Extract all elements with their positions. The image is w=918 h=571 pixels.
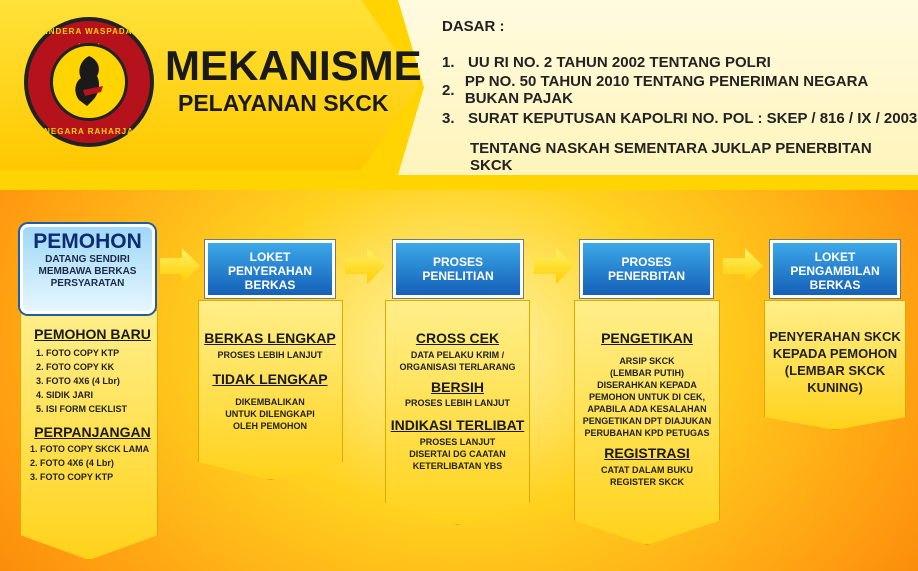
perpanjangan-list — [30, 442, 155, 484]
list-item: 5. ISI FORM CEKLIST — [36, 404, 128, 414]
pemohon-sub: DATANG SENDIRI — [45, 254, 130, 265]
loket-head-line: LOKET — [249, 250, 291, 264]
pengetikan-line: (LEMBAR PUTIH) — [610, 368, 684, 378]
logo-text-top: INDERA WASPADA — [45, 27, 133, 36]
dasar-list — [442, 48, 918, 132]
pengetikan-line: ARSIP SKCK — [619, 356, 675, 366]
indikasi-title: INDIKASI TERLIBAT — [390, 417, 525, 433]
dasar-item-number: 1. — [442, 53, 455, 71]
flow-arrow-icon — [534, 248, 574, 284]
emblem-figure-icon — [53, 46, 125, 118]
tidak-lengkap-line: OLEH PEMOHON — [232, 421, 307, 431]
pengambilan-head-line: LOKET — [814, 250, 856, 264]
pemohon-baru-section — [30, 326, 155, 484]
page-subtitle: PELAYANAN SKCK — [178, 90, 389, 116]
loket-header-box — [205, 240, 335, 298]
dasar-item — [442, 48, 918, 76]
penelitian-head-line: PROSES — [432, 255, 483, 269]
pemohon-sub: MEMBAWA BERKAS — [38, 266, 137, 277]
list-item: 1. FOTO COPY KTP — [36, 348, 120, 358]
penerbitan-head-line: PROSES — [621, 255, 672, 269]
penelitian-head-line: PENELITIAN — [422, 269, 494, 283]
pengambilan-head-line: BERKAS — [809, 278, 861, 292]
dasar-item-text: UU RI NO. 2 TAHUN 2002 TENTANG POLRI — [468, 53, 771, 71]
list-item: 2. FOTO 4X6 (4 Lbr) — [30, 458, 114, 468]
tidak-lengkap-text — [200, 396, 340, 432]
penelitian-content — [385, 330, 530, 472]
registrasi-line: REGISTER SKCK — [609, 477, 684, 487]
flow-arrow-icon — [723, 248, 763, 284]
dasar-item — [442, 73, 918, 107]
cross-cek-line: ORGANISASI TERLARANG — [399, 362, 516, 372]
pengambilan-line: KEPADA PEMOHON — [772, 346, 898, 361]
indikasi-line: KETERLIBATAN YBS — [412, 461, 503, 471]
indikasi-line: PROSES LANJUT — [419, 437, 496, 447]
police-logo — [24, 17, 154, 147]
loket-head-line: PENYERAHAN — [227, 264, 312, 278]
list-item: 3. FOTO COPY KTP — [30, 472, 114, 482]
pemohon-title: PEMOHON — [33, 230, 142, 253]
cross-cek-line: DATA PELAKU KRIM / — [410, 350, 505, 360]
pengetikan-line: PERUBAHAN KPD PETUGAS — [584, 428, 710, 438]
dasar-item-text: SURAT KEPUTUSAN KAPOLRI NO. POL : SKEP / 816 / IX / 2003 — [468, 109, 918, 127]
cross-cek-title: CROSS CEK — [415, 330, 500, 346]
dasar-item-continuation: TENTANG NASKAH SEMENTARA JUKLAP PENERBITAN SKCK — [470, 140, 872, 174]
pengetikan-line: PEMOHON UNTUK DI CEK, — [588, 392, 705, 402]
logo-text-bottom: NEGARA RAHARJA — [44, 127, 134, 136]
dasar-item — [442, 104, 918, 132]
pengambilan-line: (LEMBAR SKCK — [784, 363, 886, 378]
list-item: 1. FOTO COPY SKCK LAMA — [30, 444, 150, 454]
pengetikan-title: PENGETIKAN — [601, 330, 693, 346]
pemohon-sub: PERSYARATAN — [50, 278, 125, 289]
pemohon-baru-list — [30, 346, 155, 416]
pengetikan-line: PENGETIKAN DPT DIAJUKAN — [582, 416, 712, 426]
penerbitan-content — [574, 330, 720, 488]
dasar-label: DASAR : — [442, 18, 505, 35]
list-item: 4. SIDIK JARI — [36, 390, 94, 400]
pengetikan-line: APABILA ADA KESALAHAN — [587, 404, 707, 414]
flow-arrow-icon — [160, 248, 200, 284]
logo-emblem — [50, 43, 128, 121]
pengambilan-header-box — [770, 240, 900, 298]
pengambilan-line: KUNING) — [807, 380, 863, 395]
page-title: MEKANISME — [165, 42, 422, 89]
tidak-lengkap-line: DIKEMBALIKAN — [235, 397, 305, 407]
list-item: 2. FOTO COPY KK — [36, 362, 115, 372]
bersih-title: BERSIH — [431, 379, 484, 395]
penerbitan-header-box — [580, 240, 713, 298]
dasar-item-number: 2. — [442, 81, 455, 99]
berkas-lengkap-title: BERKAS LENGKAP — [204, 330, 336, 346]
loket-content — [200, 330, 340, 432]
pengambilan-head-line: PENGAMBILAN — [790, 264, 880, 278]
pemohon-header-box — [20, 224, 155, 314]
perpanjangan-title: PERPANJANGAN — [34, 424, 151, 440]
registrasi-title: REGISTRASI — [604, 445, 690, 461]
penerbitan-head-line: PENERBITAN — [607, 269, 686, 283]
registrasi-line: CATAT DALAM BUKU — [601, 465, 693, 475]
pemohon-baru-title: PEMOHON BARU — [34, 326, 151, 342]
dasar-item-text: PP NO. 50 TAHUN 2010 TENTANG PENERIMAN NEGARA BUKAN PAJAK — [464, 73, 868, 107]
berkas-lengkap-text: PROSES LEBIH LANJUT — [217, 350, 323, 360]
dasar-item-number: 3. — [442, 109, 455, 127]
pengambilan-line: PENYERAHAN SKCK — [769, 329, 901, 344]
flow-arrow-icon — [345, 248, 385, 284]
list-item: 3. FOTO 4X6 (4 Lbr) — [36, 376, 120, 386]
tidak-lengkap-line: UNTUK DILENGKAPI — [225, 409, 315, 419]
pengetikan-text — [574, 355, 720, 439]
indikasi-line: DISERTAI DG CAATAN — [409, 449, 506, 459]
penelitian-header-box — [393, 240, 523, 298]
pengetikan-line: DISERAHKAN KEPADA — [597, 380, 697, 390]
tidak-lengkap-title: TIDAK LENGKAP — [212, 371, 328, 387]
pengambilan-content — [764, 328, 906, 396]
bersih-text: PROSES LEBIH LANJUT — [404, 398, 510, 408]
loket-head-line: BERKAS — [244, 278, 296, 292]
